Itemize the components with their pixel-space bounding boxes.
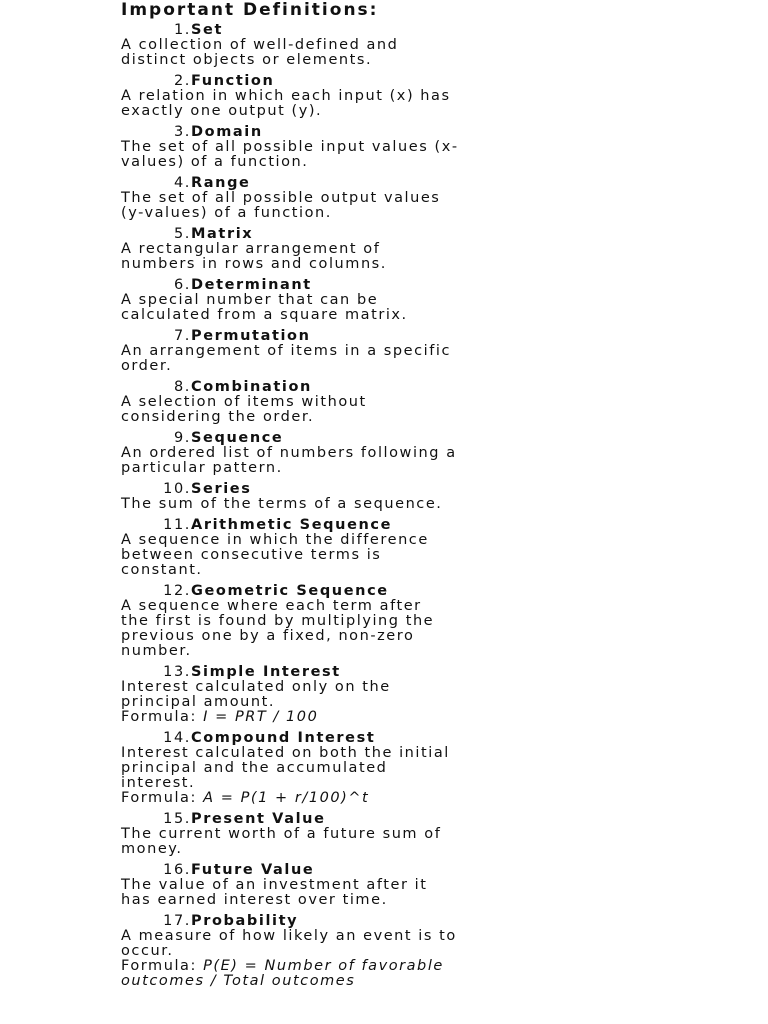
definition-text-line: previous one by a fixed, non-zero: [121, 628, 415, 644]
definition-text-line: The sum of the terms of a sequence.: [121, 496, 443, 512]
definition-item: [121, 277, 721, 323]
formula-expression: outcomes / Total outcomes: [121, 973, 356, 989]
definition-term: Function: [191, 73, 275, 89]
definition-term: Compound Interest: [191, 730, 376, 746]
definition-text-line: Interest calculated only on the: [121, 679, 391, 695]
formula-line: [121, 710, 721, 725]
definition-item: [121, 22, 721, 68]
item-number: 2.: [173, 73, 191, 89]
definition-text-line: A measure of how likely an event is to: [121, 928, 457, 944]
definition-text-line: The set of all possible input values (x-: [121, 139, 459, 155]
definition-term: Permutation: [191, 328, 311, 344]
definition-text-line: Interest calculated on both the initial: [121, 745, 450, 761]
item-number: 8.: [173, 379, 191, 395]
definition-text-line: constant.: [121, 562, 203, 578]
definition-text-line: particular pattern.: [121, 460, 283, 476]
definition-term: Series: [191, 481, 252, 497]
definition-item: [121, 583, 721, 659]
definition-term-row: [121, 517, 721, 533]
item-number: 13.: [163, 664, 191, 680]
item-number: 1.: [173, 22, 191, 38]
definition-term: Range: [191, 175, 251, 191]
definition-text-line: A special number that can be: [121, 292, 379, 308]
definition-item: [121, 328, 721, 374]
formula-line: [121, 959, 721, 974]
definitions-list: [121, 22, 721, 989]
item-number: 4.: [173, 175, 191, 191]
definition-item: [121, 811, 721, 857]
definition-text-line: numbers in rows and columns.: [121, 256, 387, 272]
definition-item: [121, 124, 721, 170]
formula-label: Formula:: [121, 709, 197, 725]
item-number: 16.: [163, 862, 191, 878]
item-number: 6.: [173, 277, 191, 293]
definition-item: [121, 664, 721, 725]
definition-text-line: considering the order.: [121, 409, 315, 425]
definition-item: [121, 517, 721, 578]
definition-term: Simple Interest: [191, 664, 341, 680]
definition-text-line: The value of an investment after it: [121, 877, 428, 893]
definition-text-line: An ordered list of numbers following a: [121, 445, 457, 461]
definition-term: Sequence: [191, 430, 284, 446]
item-number: 11.: [163, 517, 191, 533]
definition-term-row: [121, 862, 721, 878]
definition-item: [121, 730, 721, 806]
definition-item: [121, 481, 721, 512]
definition-text-line: values) of a function.: [121, 154, 309, 170]
definition-text-line: principal and the accumulated: [121, 760, 388, 776]
definition-text-line: A collection of well-defined and: [121, 37, 399, 53]
definition-text-line: A sequence in which the difference: [121, 532, 429, 548]
formula-label: Formula:: [121, 958, 197, 974]
item-number: 3.: [173, 124, 191, 140]
item-number: 5.: [173, 226, 191, 242]
definition-text-line: has earned interest over time.: [121, 892, 388, 908]
definition-term: Combination: [191, 379, 312, 395]
definition-text-line: distinct objects or elements.: [121, 52, 373, 68]
definition-item: [121, 175, 721, 221]
definition-text-line: occur.: [121, 943, 174, 959]
definition-term: Geometric Sequence: [191, 583, 389, 599]
definition-text-line: principal amount.: [121, 694, 276, 710]
definition-term: Matrix: [191, 226, 254, 242]
definition-term-row: [121, 379, 721, 395]
definition-text-line: number.: [121, 643, 192, 659]
definition-term: Present Value: [191, 811, 326, 827]
definition-term-row: [121, 73, 721, 89]
formula-expression: I = PRT / 100: [203, 709, 319, 725]
definition-term-row: [121, 913, 721, 929]
formula-expression: A = P(1 + r/100)^t: [203, 790, 370, 806]
definition-text-line: A relation in which each input (x) has: [121, 88, 451, 104]
definition-term-row: [121, 124, 721, 140]
page-title: Important Definitions:: [121, 0, 379, 20]
definition-item: [121, 913, 721, 989]
definition-term: Future Value: [191, 862, 315, 878]
item-number: 17.: [163, 913, 191, 929]
definition-text-line: (y-values) of a function.: [121, 205, 332, 221]
definition-term: Arithmetic Sequence: [191, 517, 393, 533]
definitions-document: [121, 0, 721, 994]
definition-term-row: [121, 481, 721, 497]
definition-text-line: calculated from a square matrix.: [121, 307, 408, 323]
definition-term: Probability: [191, 913, 299, 929]
definition-term-row: [121, 730, 721, 746]
definition-term-row: [121, 664, 721, 680]
definition-term-row: [121, 226, 721, 242]
definition-item: [121, 379, 721, 425]
definition-item: [121, 862, 721, 908]
definition-term-row: [121, 175, 721, 191]
definition-text-line: the first is found by multiplying the: [121, 613, 435, 629]
item-number: 15.: [163, 811, 191, 827]
definition-term: Set: [191, 22, 224, 38]
item-number: 12.: [163, 583, 191, 599]
formula-line: [121, 791, 721, 806]
item-number: 9.: [173, 430, 191, 446]
formula-line: [121, 974, 721, 989]
definition-term: Domain: [191, 124, 263, 140]
definition-item: [121, 226, 721, 272]
definition-term-row: [121, 430, 721, 446]
definition-text-line: between consecutive terms is: [121, 547, 382, 563]
definition-text-line: A rectangular arrangement of: [121, 241, 381, 257]
definition-text-line: The current worth of a future sum of: [121, 826, 442, 842]
definition-text-line: interest.: [121, 775, 196, 791]
definition-text-line: An arrangement of items in a specific: [121, 343, 451, 359]
item-number: 14.: [163, 730, 191, 746]
definition-term-row: [121, 811, 721, 827]
definition-text-line: exactly one output (y).: [121, 103, 323, 119]
item-number: 7.: [173, 328, 191, 344]
definition-text-line: money.: [121, 841, 183, 857]
definition-item: [121, 73, 721, 119]
definition-text-line: A selection of items without: [121, 394, 367, 410]
formula-label: Formula:: [121, 790, 197, 806]
definition-term-row: [121, 277, 721, 293]
item-number: 10.: [163, 481, 191, 497]
formula-expression: P(E) = Number of favorable: [203, 958, 444, 974]
definition-item: [121, 430, 721, 476]
definition-text-line: The set of all possible output values: [121, 190, 441, 206]
definition-term-row: [121, 22, 721, 38]
definition-term-row: [121, 583, 721, 599]
definition-term: Determinant: [191, 277, 312, 293]
definition-text-line: A sequence where each term after: [121, 598, 422, 614]
definition-text-line: order.: [121, 358, 173, 374]
definition-term-row: [121, 328, 721, 344]
